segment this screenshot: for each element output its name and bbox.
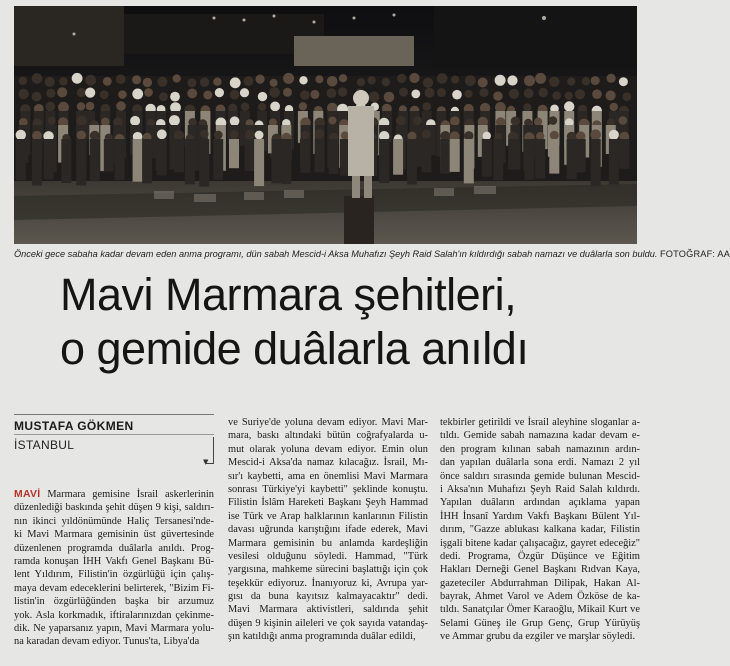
crowd-prayer-image bbox=[14, 6, 637, 244]
crowd-body bbox=[315, 139, 325, 172]
crowd-head bbox=[203, 91, 212, 100]
crowd-head bbox=[86, 102, 95, 111]
article-line: şın katıldığı anma programında duâlar edildi, bbox=[228, 631, 416, 643]
crowd-head bbox=[329, 117, 337, 125]
crowd-head bbox=[301, 131, 310, 140]
article-line: dedi. Programa, Özgür Düşünce ve Eğitim bbox=[440, 550, 640, 562]
crowd-head bbox=[382, 78, 390, 86]
crowd-head bbox=[606, 90, 616, 100]
article-line: mara, baskı altındaki bütün coğrafyalarda u- bbox=[228, 430, 428, 442]
crowd-head bbox=[187, 78, 196, 87]
crowd-body bbox=[76, 139, 86, 185]
crowd-body bbox=[245, 139, 255, 171]
crowd-head bbox=[565, 92, 573, 100]
crowd-head bbox=[550, 131, 559, 140]
article-column-2 bbox=[228, 416, 428, 644]
crowd-head bbox=[118, 90, 127, 99]
article-line: dan yapılan duâlarla sona erdi. Namazı 2 yıl bbox=[440, 457, 640, 469]
crowd-head bbox=[464, 90, 472, 98]
article-line: tıldı. Sanatçılar Ömer Karaoğlu, Mikail Kurt ve bbox=[440, 604, 640, 616]
article-line: gazeteciler Abdurrahman Dilipak, Hakan Al- bbox=[440, 577, 640, 589]
crowd-head bbox=[46, 89, 55, 98]
crowd-head bbox=[478, 78, 488, 88]
article-line: ki Mavi Marmara gemisinin üst güvertesinde bbox=[14, 529, 214, 541]
crowd-body bbox=[450, 139, 460, 172]
crowd-head bbox=[409, 73, 419, 83]
crowd-head bbox=[465, 75, 476, 86]
crowd-body bbox=[281, 139, 291, 184]
crowd-head bbox=[610, 103, 618, 111]
crowd-body bbox=[393, 139, 403, 175]
crowd-head bbox=[245, 130, 255, 140]
crowd-head bbox=[230, 130, 239, 139]
crowd-body bbox=[185, 139, 195, 184]
article-line: sır'ı kaybetti, ama en önemlisi Mavi Marmara bbox=[228, 470, 428, 482]
crowd-body bbox=[61, 139, 71, 183]
article-line-text: Marmara gemisine İsrail askerlerinin bbox=[47, 489, 214, 500]
article-line: dik. Ne yaparsanız yapın, Mavi Marmara yolu- bbox=[14, 622, 214, 634]
headline-line-1: Mavi Marmara şehitleri, bbox=[60, 269, 517, 320]
crowd-head bbox=[169, 115, 180, 126]
crowd-head bbox=[534, 118, 542, 126]
crowd-head bbox=[18, 89, 28, 99]
article-line: yok. Asla korkmadık, iftiralarınızdan çekinme- bbox=[14, 609, 214, 621]
crowd-head bbox=[549, 116, 558, 125]
crowd-head bbox=[57, 87, 67, 97]
crowd-head bbox=[300, 90, 310, 100]
crowd-head bbox=[452, 90, 462, 100]
crowd-head bbox=[132, 75, 141, 84]
crowd-body bbox=[440, 139, 450, 174]
crowd-head bbox=[77, 88, 86, 97]
crowd-body bbox=[407, 139, 417, 185]
crowd-head bbox=[244, 76, 254, 86]
article-line: düşen 9 kişinin aileleri ve çok sayıda vatandaş- bbox=[228, 617, 428, 629]
crowd-head bbox=[77, 102, 85, 110]
crowd-body bbox=[104, 139, 114, 171]
crowd-body bbox=[576, 139, 586, 172]
crowd-body bbox=[482, 139, 492, 177]
crowd-head bbox=[85, 75, 96, 86]
article-line: teşekkür ediyoruz. İnanıyoruz ki, Avrupa yar- bbox=[228, 577, 428, 589]
crowd-head bbox=[507, 75, 517, 85]
article-line: maya devam edeceklerini belirterek, "Bizim Fi- bbox=[14, 582, 214, 594]
article-line: ve Ammar grubu da ezgiler ve marşlar söyledi. bbox=[440, 631, 636, 643]
crowd-body bbox=[272, 139, 282, 183]
crowd-head bbox=[258, 103, 266, 111]
crowd-head bbox=[103, 77, 112, 86]
crowd-head bbox=[213, 78, 221, 86]
crowd-head bbox=[524, 75, 535, 86]
crowd-head bbox=[590, 129, 601, 140]
crowd-head bbox=[32, 73, 43, 84]
crowd-head bbox=[230, 90, 240, 100]
crowd-head bbox=[591, 76, 600, 85]
crowd-head bbox=[270, 79, 278, 87]
crowd-head bbox=[575, 89, 585, 99]
crowd-body bbox=[300, 139, 310, 168]
crowd-head bbox=[159, 92, 168, 101]
byline-divider bbox=[14, 434, 214, 435]
article-line: mut olarak yoluna devam ediyor. Emin olun bbox=[228, 443, 428, 455]
article-line: nın ikinci yıldönümünde Haliç Tersanesi'nde- bbox=[14, 515, 214, 527]
crowd-body bbox=[213, 139, 223, 180]
crowd-head bbox=[101, 118, 110, 127]
crowd-head bbox=[327, 76, 338, 87]
crowd-head bbox=[451, 76, 459, 84]
article-line: ramda konuşan İHH Vakfı Genel Başkanı Bü- bbox=[14, 555, 214, 567]
crowd-body bbox=[133, 139, 143, 182]
crowd-head bbox=[437, 88, 446, 97]
crowd-head bbox=[58, 102, 69, 113]
crowd-head bbox=[539, 88, 548, 97]
crowd-head bbox=[187, 89, 197, 99]
crowd-head bbox=[552, 91, 561, 100]
crowd-body bbox=[567, 139, 577, 179]
crowd-head bbox=[85, 88, 95, 98]
crowd-head bbox=[495, 75, 506, 86]
crowd-head bbox=[200, 130, 209, 139]
crowd-head bbox=[582, 77, 590, 85]
crowd-head bbox=[299, 102, 307, 110]
article-line: önce saldırı sırasında gemide bulunan Mescid- bbox=[440, 470, 640, 482]
crowd-body bbox=[535, 139, 545, 179]
crowd-head bbox=[130, 116, 140, 126]
article-line: düzenlenen programda duâlarla anıldı. Prog- bbox=[14, 542, 214, 554]
article-line: ve Suriye'de yoluna devam ediyor. Mavi Mar- bbox=[228, 417, 428, 428]
headline bbox=[60, 268, 620, 376]
crowd-head bbox=[283, 73, 294, 84]
crowd-head bbox=[549, 77, 559, 87]
crowd-head bbox=[230, 116, 240, 126]
crowd-head bbox=[157, 77, 167, 87]
article-line: tıldı. Gemide sabah namazına kadar devam e- bbox=[440, 430, 640, 442]
crowd-head bbox=[368, 76, 376, 84]
article-line: düzenlediği baskında şehit düşen 9 kişi, saldırı- bbox=[14, 502, 214, 514]
crowd-body bbox=[421, 139, 431, 172]
crowd-head bbox=[423, 78, 433, 88]
crowd-head bbox=[116, 74, 126, 84]
article-line: Marmara gemisinin bu anlamda kardeşliğin bbox=[228, 537, 428, 549]
article-line: Filistin İslâm Hareketi Başkanı Şeyh Hammad bbox=[228, 497, 428, 509]
caption-text: Önceki gece sabaha kadar devam eden anma programı, dün sabah Mescid-i Aksa Muhafızı Şeyh Raid Salah'ın kıldırdığı sabah namazı ve duâlarla son buldu. bbox=[14, 249, 658, 259]
crowd-body bbox=[591, 139, 601, 186]
crowd-head bbox=[535, 73, 546, 84]
article-column-3 bbox=[440, 416, 640, 644]
crowd-head bbox=[269, 87, 280, 98]
photo-credit: FOTOĞRAF: AA bbox=[659, 249, 730, 259]
crowd-head bbox=[144, 88, 153, 97]
crowd-head bbox=[72, 73, 83, 84]
crowd-body bbox=[229, 139, 239, 168]
crowd-head bbox=[256, 75, 265, 84]
photo-caption bbox=[14, 247, 730, 261]
crowd-body bbox=[379, 139, 389, 183]
article-line: sonrası Türkiye'yi kaybetti" şeklinde konuştu. bbox=[228, 483, 428, 495]
crowd-body bbox=[464, 139, 474, 183]
article-line: yargısına, mahkeme sürecini başlattığı için çok bbox=[228, 564, 428, 576]
lead-word: MAVİ bbox=[14, 489, 41, 500]
crowd-body bbox=[142, 139, 152, 183]
crowd-head bbox=[607, 74, 616, 83]
crowd-head bbox=[384, 92, 395, 103]
crowd-head bbox=[567, 78, 575, 86]
crowd-head bbox=[523, 103, 531, 111]
crowd-body bbox=[493, 139, 503, 180]
article-line: lent Yıldırım, Filistin'in özgürlüğü için çalış- bbox=[14, 569, 214, 581]
crowd-head bbox=[493, 91, 502, 100]
crowd-body bbox=[619, 139, 629, 169]
article-line: gısı da buna kayıtsız kalmayacaktır" dedi. bbox=[228, 591, 428, 603]
crowd-head bbox=[397, 74, 406, 83]
article-line: işgali bitene kadar çalışacağız, gayret edeceğiz" bbox=[440, 537, 640, 549]
crowd-body bbox=[174, 139, 184, 172]
crowd-head bbox=[357, 78, 365, 86]
crowd-head bbox=[255, 131, 264, 140]
crowd-head bbox=[425, 88, 435, 98]
crowd-head bbox=[509, 89, 519, 99]
crowd-head bbox=[450, 116, 460, 126]
crowd-head bbox=[341, 131, 349, 139]
crowd-head bbox=[396, 116, 406, 126]
article-line: İHH İnsanî Yardım Vakfı Başkanı Bülent Yıl- bbox=[440, 510, 640, 522]
crowd-head bbox=[592, 89, 602, 99]
crowd-head bbox=[339, 74, 347, 82]
crowd-body bbox=[90, 139, 100, 181]
crowd-head bbox=[369, 92, 380, 103]
crowd-head bbox=[270, 102, 280, 112]
crowd-head bbox=[327, 88, 337, 98]
crowd-head bbox=[76, 116, 86, 126]
article-line: tekbirler getirildi ve İsrail aleyhine sloganlar a- bbox=[440, 417, 640, 428]
article-line: davası uğrunda karıştığını ifade ederek, Mavi bbox=[228, 524, 428, 536]
article-line: Selami Güneş ile Grup Genç, Grup Yürüyüş bbox=[440, 617, 640, 629]
crowd-head bbox=[437, 73, 448, 84]
crowd-head bbox=[100, 90, 109, 99]
crowd-head bbox=[524, 88, 534, 98]
article-line: listin'in özgürlüğünden başka bir arzumuz bbox=[14, 596, 214, 608]
crowd-head bbox=[480, 88, 489, 97]
crowd-head bbox=[241, 102, 250, 111]
crowd-head bbox=[59, 77, 67, 85]
crowd-body bbox=[254, 139, 264, 186]
headline-line-2: o gemide duâlarla anıldı bbox=[60, 323, 529, 374]
article-line: na karadan devam ediyor. Tunus'ta, Libya'da bbox=[14, 636, 200, 648]
crowd-head bbox=[411, 90, 420, 99]
crowd-head bbox=[132, 89, 143, 100]
crowd-head bbox=[48, 117, 56, 125]
crowd-head bbox=[46, 102, 56, 112]
crowd-head bbox=[19, 77, 27, 85]
crowd-head bbox=[77, 131, 86, 140]
crowd-head bbox=[511, 117, 520, 126]
crowd-head bbox=[230, 77, 241, 88]
crowd-body bbox=[524, 139, 534, 180]
crowd-head bbox=[116, 101, 126, 111]
crowd-head bbox=[413, 116, 422, 125]
crowd-head bbox=[623, 92, 632, 101]
crowd-head bbox=[483, 132, 491, 140]
crowd-head bbox=[170, 92, 180, 102]
down-arrow-icon: ▼ bbox=[203, 458, 209, 466]
crowd-body bbox=[508, 139, 518, 169]
crowd-head bbox=[619, 116, 628, 125]
article-line: den program kılınan sabah namazının ardın- bbox=[440, 443, 640, 455]
dateline: İSTANBUL bbox=[14, 438, 75, 452]
crowd-head bbox=[564, 101, 574, 111]
crowd-head bbox=[16, 130, 26, 140]
crowd-head bbox=[315, 129, 325, 139]
crowd-head bbox=[399, 88, 408, 97]
crowd-head bbox=[258, 92, 267, 101]
article-line: ise Türk ve Arap halklarının kanlarının Filistin bbox=[228, 510, 428, 522]
article-line: Mescid-i Aksa'da namaz kılacağız. İsrail, Mı- bbox=[228, 457, 428, 469]
crowd-body bbox=[199, 139, 209, 187]
crowd-body bbox=[44, 139, 54, 179]
crowd-head bbox=[338, 87, 347, 96]
crowd-body bbox=[32, 139, 42, 186]
crowd-head bbox=[315, 75, 323, 83]
crowd-body bbox=[115, 139, 125, 180]
crowd-body bbox=[16, 139, 26, 180]
article-line: Mavi Marmara aktivistleri, saldırıda şehit bbox=[228, 604, 428, 616]
crowd-head bbox=[143, 78, 152, 87]
article-line bbox=[14, 488, 214, 501]
crowd-head bbox=[215, 88, 224, 97]
crowd-head bbox=[619, 77, 628, 86]
crowd-head bbox=[283, 88, 292, 97]
crowd-head bbox=[609, 130, 619, 140]
article-line: dırım, "Gazze ablukası kalkana kadar, Filistin bbox=[440, 524, 640, 536]
article-line: bayrak, Ahmet Varol ve Adem Özköse de ka- bbox=[440, 591, 640, 603]
article-line: vesilesi olduğunu söyledi. Hammad, "Türk bbox=[228, 550, 428, 562]
crowd-head bbox=[422, 102, 431, 111]
crowd-body bbox=[609, 139, 619, 184]
crowd-body bbox=[549, 139, 559, 174]
article-line: Yapılan duâların ardından açıklama yapan bbox=[440, 497, 640, 509]
crowd-head bbox=[240, 88, 249, 97]
crowd-head bbox=[422, 130, 431, 139]
crowd-head bbox=[200, 78, 209, 87]
crowd-head bbox=[173, 74, 181, 82]
crowd-head bbox=[299, 76, 307, 84]
crowd-head bbox=[157, 129, 167, 139]
crowd-body bbox=[157, 139, 167, 176]
news-photo bbox=[14, 6, 637, 244]
crowd-head bbox=[45, 77, 55, 87]
author-name: MUSTAFA GÖKMEN bbox=[14, 419, 134, 433]
crowd-head bbox=[310, 90, 319, 99]
byline-top-rule bbox=[14, 414, 214, 415]
crowd-head bbox=[214, 131, 223, 140]
crowd-head bbox=[32, 92, 42, 102]
article-column-1 bbox=[14, 488, 214, 649]
crowd-body bbox=[329, 139, 339, 174]
article-line: i Aksa'nın Muhafızı Şeyh Raid Salah kıldırdı. bbox=[440, 483, 640, 495]
article-line: Hakları Derneği Genel Başkanı Rıdvan Kaya, bbox=[440, 564, 640, 576]
